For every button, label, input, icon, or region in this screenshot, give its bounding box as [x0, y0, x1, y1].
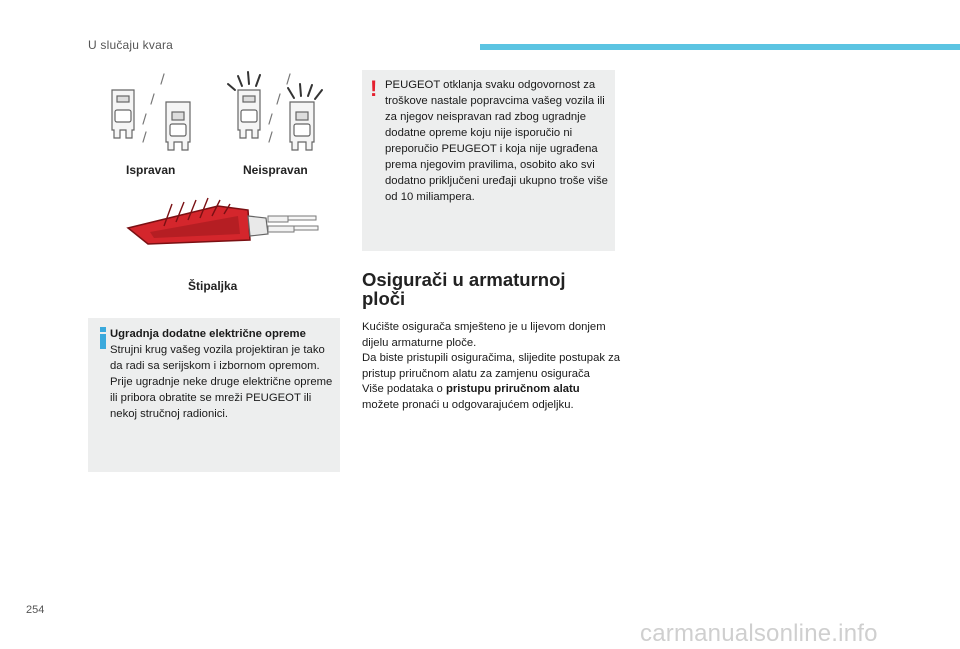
info-icon [96, 327, 110, 349]
chapter-title: U slučaju kvara [88, 38, 174, 52]
info-note-text [110, 326, 336, 422]
chapter-accent-bar [480, 44, 960, 50]
label-tool: Štipaljka [188, 279, 238, 293]
fuse-good-mark [161, 74, 164, 84]
fuse-bad-back [238, 90, 260, 138]
label-fuse-good: Ispravan [126, 163, 176, 177]
watermark: carmanualsonline.info [640, 620, 878, 647]
info-note-title: Ugradnja dodatne električne opreme [110, 328, 306, 340]
body-paragraph-3-bold: pristupu priručnom alatu [445, 383, 580, 395]
section-body [362, 320, 622, 413]
label-fuse-bad: Neispravan [243, 163, 308, 177]
body-paragraph-3-pre: Više podataka o [362, 383, 446, 395]
warning-icon: ! [370, 76, 378, 101]
body-paragraph-1: Kućište osigurača smješteno je u lijevom donjem dijelu armaturne ploče. [362, 321, 606, 349]
page-number: 254 [26, 604, 45, 616]
info-note-paragraph-1: Strujni krug vašeg vozila projektiran je tako da radi sa serijskom i izbornom opremom. [110, 344, 325, 372]
section-title [362, 270, 622, 308]
info-note-paragraph-2: Prije ugradnje neke druge električne opreme ili pribora obratite se mreži PEUGEOT ili nekoj stručnoj radionici. [110, 376, 333, 420]
section-title-line-1: Osigurači u armaturnoj [362, 269, 566, 290]
fuse-bad-front [290, 102, 314, 150]
body-paragraph-2: Da biste pristupili osiguračima, slijedite postupak za pristup priručnom alatu za zamjenu osigurača [362, 352, 621, 380]
section-title-line-2: ploči [362, 288, 406, 309]
tweezers-tool [128, 198, 318, 244]
info-note-box [88, 318, 340, 472]
fuse-good-back [112, 90, 134, 138]
warning-note-text: PEUGEOT otklanja svaku odgovornost za troškove nastale popravcima vašeg vozila ili za njegov neispravan rad zbog ugradnje dodatne opreme koju nije isporučio ni preporučio PEUGEOT i koja nije ugrađena prema njegovim pravilima, osobito ako svi dodatno priključeni uređaji ukupno troše više od 10 miliampera. [385, 79, 608, 203]
fuse-good-front [166, 102, 190, 150]
body-paragraph-3-post: možete pronaći u odgovarajućem odjeljku. [362, 398, 574, 411]
warning-note-box [362, 70, 615, 251]
fuse-illustration [88, 66, 340, 316]
